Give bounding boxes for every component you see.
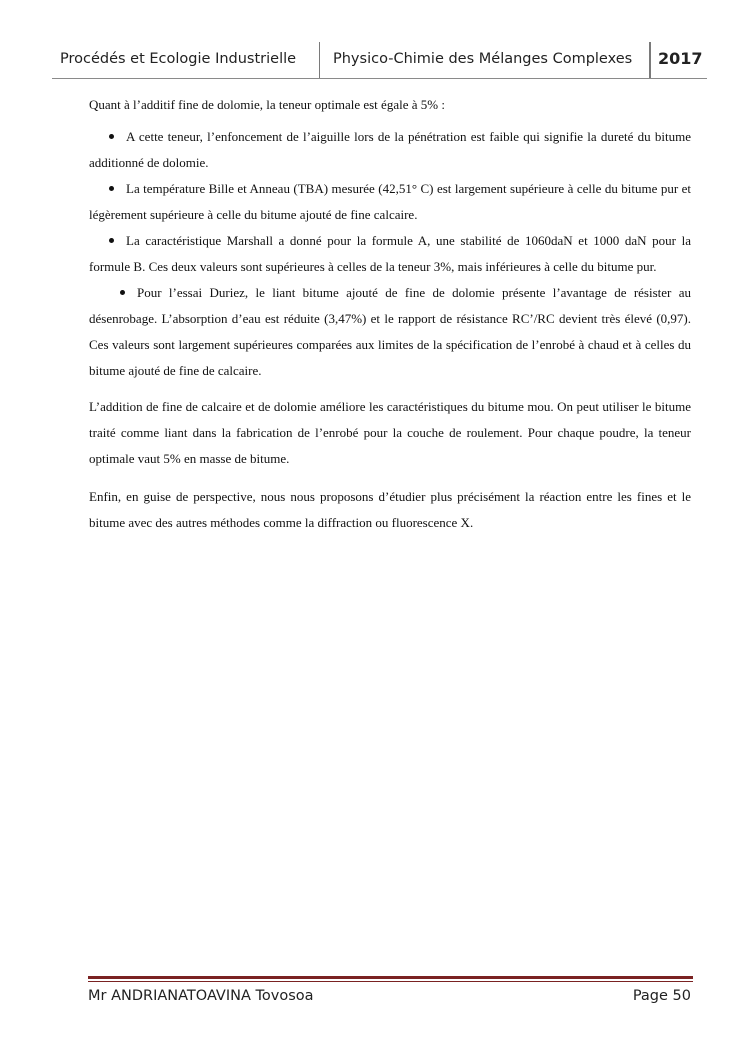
page-number: Page 50	[632, 988, 691, 1004]
bullet-text: La caractéristique Marshall a donné pour la formule A, une stabilité de 1060daN et 1000 daN pour la formule B. Ces deux valeurs sont supérieures à celles de la teneur 3%, mais inférieures à celle du bitume pur.	[89, 233, 691, 274]
bullet-icon	[120, 290, 125, 295]
bullet-text: La température Bille et Anneau (TBA) mesurée (42,51° C) est largement supérieure à celle du bitume pur et légèrement supérieure à celle du bitume ajouté de fine calcaire.	[89, 181, 691, 222]
bullet-list	[89, 124, 691, 384]
bullet-icon	[109, 186, 114, 191]
header-divider	[319, 42, 320, 78]
header-year: 2017	[658, 49, 703, 68]
bullet-text: A cette teneur, l’enfoncement de l’aiguille lors de la pénétration est faible qui signifie la dureté du bitume additionné de dolomie.	[89, 129, 691, 170]
footer-rule	[88, 981, 693, 982]
page-body	[89, 92, 691, 548]
bullet-text: Pour l’essai Duriez, le liant bitume ajouté de fine de dolomie présente l’avantage de résister au désenrobage. L’absorption d’eau est réduite (3,47%) et le rapport de résistance RC’/RC devient très élevé (0,97). Ces valeurs sont largement supérieures comparées aux limites de la spécification de l’enrobé à chaud et à celles du bitume ajouté de fine de calcaire.	[89, 285, 691, 378]
footer-rule	[88, 976, 693, 979]
header-rule	[52, 78, 707, 79]
bullet-item	[89, 280, 691, 384]
bullet-item	[89, 228, 691, 280]
page-header	[52, 42, 707, 78]
header-document-title: Physico-Chimie des Mélanges Complexes	[333, 51, 633, 67]
bullet-item	[89, 124, 691, 176]
header-divider	[649, 42, 651, 78]
bullet-icon	[109, 134, 114, 139]
footer-author: Mr ANDRIANATOAVINA Tovosoa	[88, 988, 314, 1004]
perspective-paragraph: Enfin, en guise de perspective, nous nous proposons d’étudier plus précisément la réaction entre les fines et le bitume avec des autres méthodes comme la diffraction ou fluorescence X.	[89, 489, 691, 530]
bullet-item	[89, 176, 691, 228]
intro-paragraph: Quant à l’additif fine de dolomie, la teneur optimale est égale à 5% :	[89, 97, 445, 112]
header-course-title: Procédés et Ecologie Industrielle	[60, 51, 297, 67]
addition-paragraph: L’addition de fine de calcaire et de dolomie améliore les caractéristiques du bitume mou. On peut utiliser le bitume traité comme liant dans la fabrication de l’enrobé pour la couche de roulement. Pour chaque poudre, la teneur optimale vaut 5% en masse de bitume.	[89, 399, 691, 466]
bullet-icon	[109, 238, 114, 243]
